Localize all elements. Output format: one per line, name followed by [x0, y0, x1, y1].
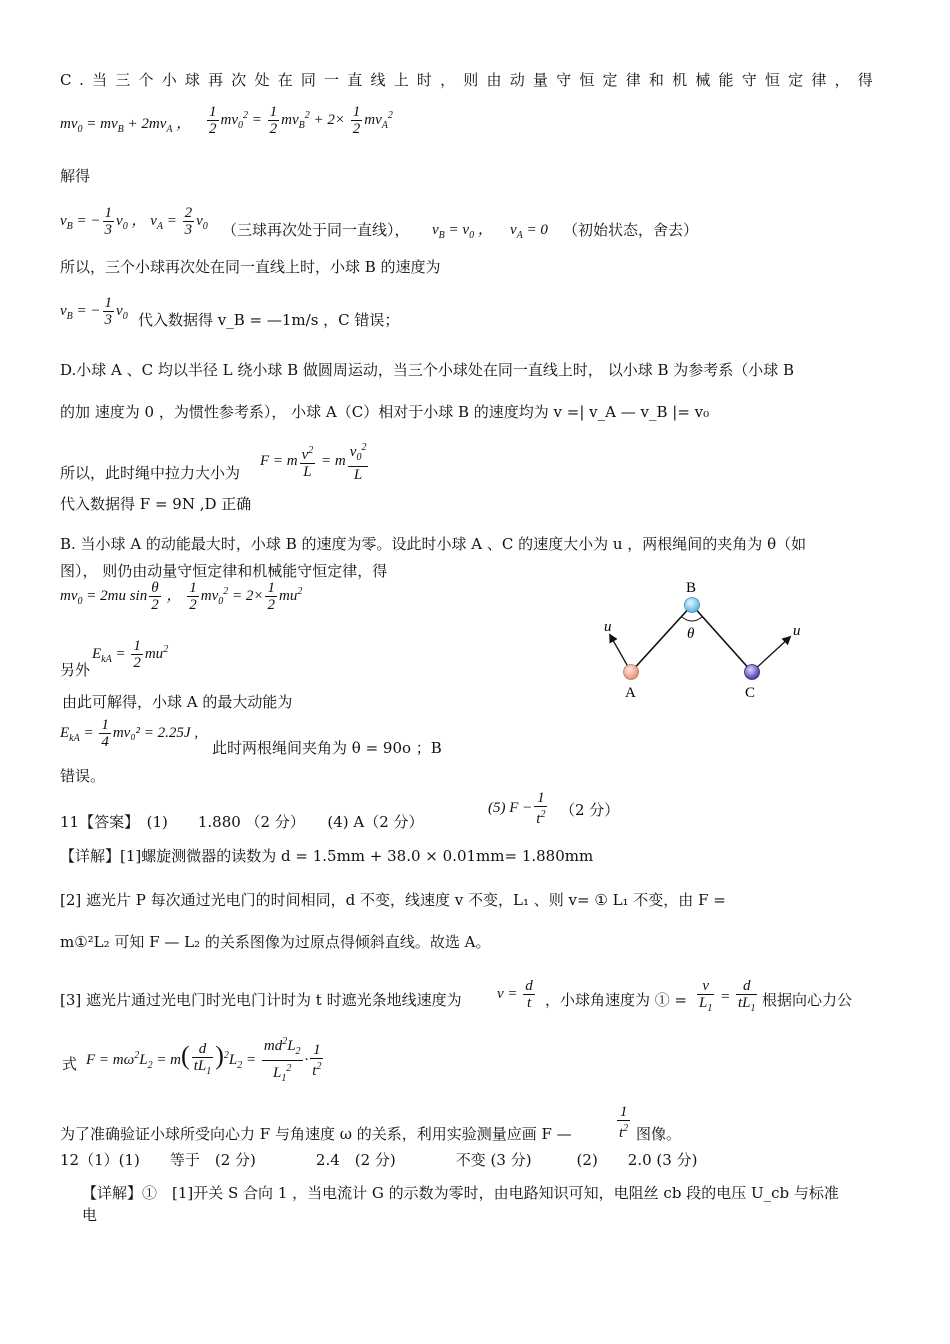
theta-arc [682, 617, 702, 621]
b-equations: $mv_0 = 2mu$ sin $\frac{\theta}{2}$ ， $\frac{1}{2}$ $mv_0^2 = 2\times$ $\frac{1}{2}$ $mu^2$ [60, 580, 303, 613]
q11-detail2a: [2] 遮光片 P 每次通过光电门的时间相同，d 不变，线速度 v 不变，L₁ 、则 v= ① L₁ 不变，由 F = [60, 891, 726, 909]
q12-head: 12（1）(1) 等于 (2 分) 2.4 (2 分) 不变 (3 分) (2) 2.0 (3 分) [60, 1151, 698, 1169]
q11-omega-eq: $\frac{v}{L_1}$ = $\frac{d}{tL_1}$ [699, 978, 756, 1014]
c-va-zero: $v_A = 0$ [510, 222, 548, 241]
q11-detail3b: ，小球角速度为 ① = [545, 991, 688, 1009]
b-line2: 图）， 则仍由动量守恒定律和机械能守恒定律，得 [60, 562, 388, 580]
c-substitute: 代入数据得 v_B = —1m/s ，C 错误； [138, 311, 400, 329]
q11-detail3c: 根据向心力公 [762, 991, 853, 1009]
label-c: C [745, 685, 756, 701]
c-note2: （初始状态，舍去） [563, 221, 699, 239]
b-wrong: 错误。 [60, 767, 106, 785]
ball-b [685, 598, 700, 613]
q11-detail3d: 式 [62, 1055, 78, 1073]
c-vb-result: $v_B$ = − $\frac{1}{3}$ $v_0$ [60, 295, 128, 328]
q11-detail3a: [3] 遮光片通过光电门时光电门计时为 t 时遮光条地线速度为 [60, 991, 462, 1009]
q11-detail2b: m①²L₂ 可知 F — L₂ 的关系图像为过原点得倾斜直线。故选 A。 [60, 933, 491, 951]
c-solution-vb: $v_B$ = − $\frac{1}{3}$ $v_0$ ， $v_A$ = $\frac{2}{3}$ $v_0$ [60, 205, 208, 238]
d-line1: D.小球 A 、C 均以半径 L 绕小球 B 做圆周运动，当三个小球处在同一直线上时， 以小球 B 为参考系（小球 B [60, 361, 795, 379]
q12-detail2: 电 [82, 1206, 98, 1224]
c-energy-eq: $\frac{1}{2}$ $mv_0^2$ = $\frac{1}{2}$ $mv_B^2 + 2\times$ $\frac{1}{2}$ $mv_A^2$ [209, 104, 393, 137]
q11-final-tail: 图像。 [636, 1125, 682, 1143]
q11-head: 11【答案】 (1) 1.880 （2 分） (4) A（2 分） [60, 813, 424, 831]
label-u-left: u [604, 619, 612, 635]
d-line2: 的加 速度为 0 ，为惯性参考系）， 小球 A（C）相对于小球 B 的速度均为 v =| v_A — v_B |= v₀ [60, 403, 710, 421]
c-note1: （三球再次处于同一直线）， [222, 221, 410, 239]
q11-detail1: 【详解】[1]螺旋测微器的读数为 d = 1.5mm + 38.0 × 0.01mm= 1.880mm [60, 847, 594, 865]
c-vb-equals-v0: $v_B = v_0$ ， [432, 222, 493, 241]
rope-bc [692, 605, 752, 672]
b-besides: 另外 [60, 661, 91, 679]
label-theta: θ [687, 626, 695, 642]
c-jiede: 解得 [60, 167, 91, 185]
q11-final-frac: $\frac{1}{t^2}$ [619, 1104, 629, 1141]
q11-answer5: (5) F − $\frac{1}{t^2}$ [488, 790, 546, 827]
b-ek-max: $E_{kA}$ = $\frac{1}{4}$ mv₀² = 2.25J , [60, 717, 199, 750]
d-tension-eq: F = m $\frac{v^2}{L}$ = m $\frac{v_0^2}{L}$ [260, 442, 367, 483]
d-tension-label: 所以，此时绳中拉力大小为 [60, 464, 241, 482]
rope-ab [631, 605, 692, 672]
q12-detail: 【详解】① [1]开关 S 合向 1 ，当电流计 G 的示数为零时，由电路知识可知，电阻丝 cb 段的电压 U_cb 与标准 [82, 1184, 839, 1202]
q11-v-eq: v = $\frac{d}{t}$ [497, 978, 533, 1011]
three-ball-figure [590, 575, 820, 705]
b-angle: 此时两根绳间夹角为 θ = 90o ；B [212, 739, 442, 757]
ball-c [745, 665, 760, 680]
d-result: 代入数据得 F = 9N ,D 正确 [60, 495, 252, 513]
label-a: A [625, 685, 636, 701]
c-momentum-eq: $mv_0 = mv_B + 2mv_A$ ， [60, 116, 192, 135]
label-u-right: u [793, 623, 801, 639]
q11-answer5-text: (5) F − [488, 799, 533, 816]
label-b: B [686, 580, 697, 596]
q11-force-eq: $F = m\omega^2L_2 = m$( $\frac{d}{tL_1}$ )$^2L_2$ = $\frac{md^2L_2}{L_1^2}$ · $\frac{1}{t^2}$ [86, 1036, 322, 1084]
b-solve: 由此可解得，小球 A 的最大动能为 [62, 693, 293, 711]
c-intro: C.当三个小球再次处在同一直线上时，则由动量守恒定律和机械能守恒定律，得 [60, 71, 881, 89]
q11-answer5-score: （2 分） [560, 801, 620, 819]
ball-a [624, 665, 639, 680]
b-ek-value: mv₀² = 2.25J , [112, 724, 199, 741]
q11-final: 为了准确验证小球所受向心力 F 与角速度 ω 的关系，利用实验测量应画 F — [60, 1125, 572, 1143]
b-ek-expression: $E_{kA}$ = $\frac{1}{2}$ $mu^2$ [92, 638, 169, 671]
b-line1: B. 当小球 A 的动能最大时，小球 B 的速度为零。设此时小球 A 、C 的速度大小为 u ，两根绳间的夹角为 θ（如 [60, 535, 807, 553]
c-so: 所以，三个小球再次处在同一直线上时，小球 B 的速度为 [60, 258, 441, 276]
